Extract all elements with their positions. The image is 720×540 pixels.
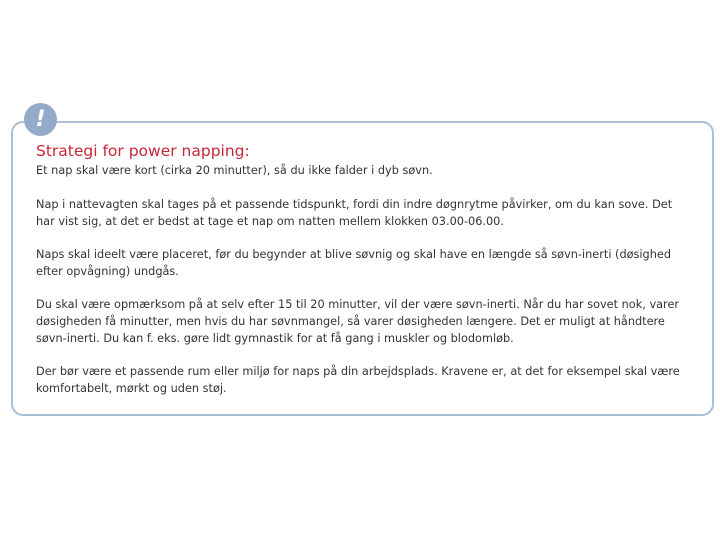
paragraph-placement: Naps skal ideelt være placeret, før du begynder at blive søvnig og skal have en længde så søvn-inerti (døsighed efter opvågning) undgås. — [36, 248, 672, 278]
paragraph-sleep-inertia: Du skal være opmærksom på at selv efter 15 til 20 minutter, vil der være søvn-inerti. Når du har sovet nok, varer døsigheden få minutter, men hvis du har søvnmangel, så varer døsigheden længere. Det er muligt at håndtere søvn-inerti. Du kan f. eks. gøre lidt gymnastik for at få gang i muskler og blodomløb. — [36, 298, 680, 345]
paragraph-nap-length: Et nap skal være kort (cirka 20 minutter), så du ikke falder i dyb søvn. — [36, 164, 433, 177]
paragraph-environment: Der bør være et passende rum eller miljø for naps på din arbejdsplads. Kravene er, at det for eksempel skal være komfortabelt, mørkt og uden støj. — [36, 365, 680, 395]
box-title: Strategi for power napping: — [36, 142, 250, 160]
exclamation-icon: ! — [24, 103, 57, 136]
paragraph-night-shift: Nap i nattevagten skal tages på et passende tidspunkt, fordi din indre døgnrytme påvirker, om du kan sove. Det har vist sig, at det er bedst at tage et nap om natten mellem klokken 03.00-06.00. — [36, 198, 673, 228]
